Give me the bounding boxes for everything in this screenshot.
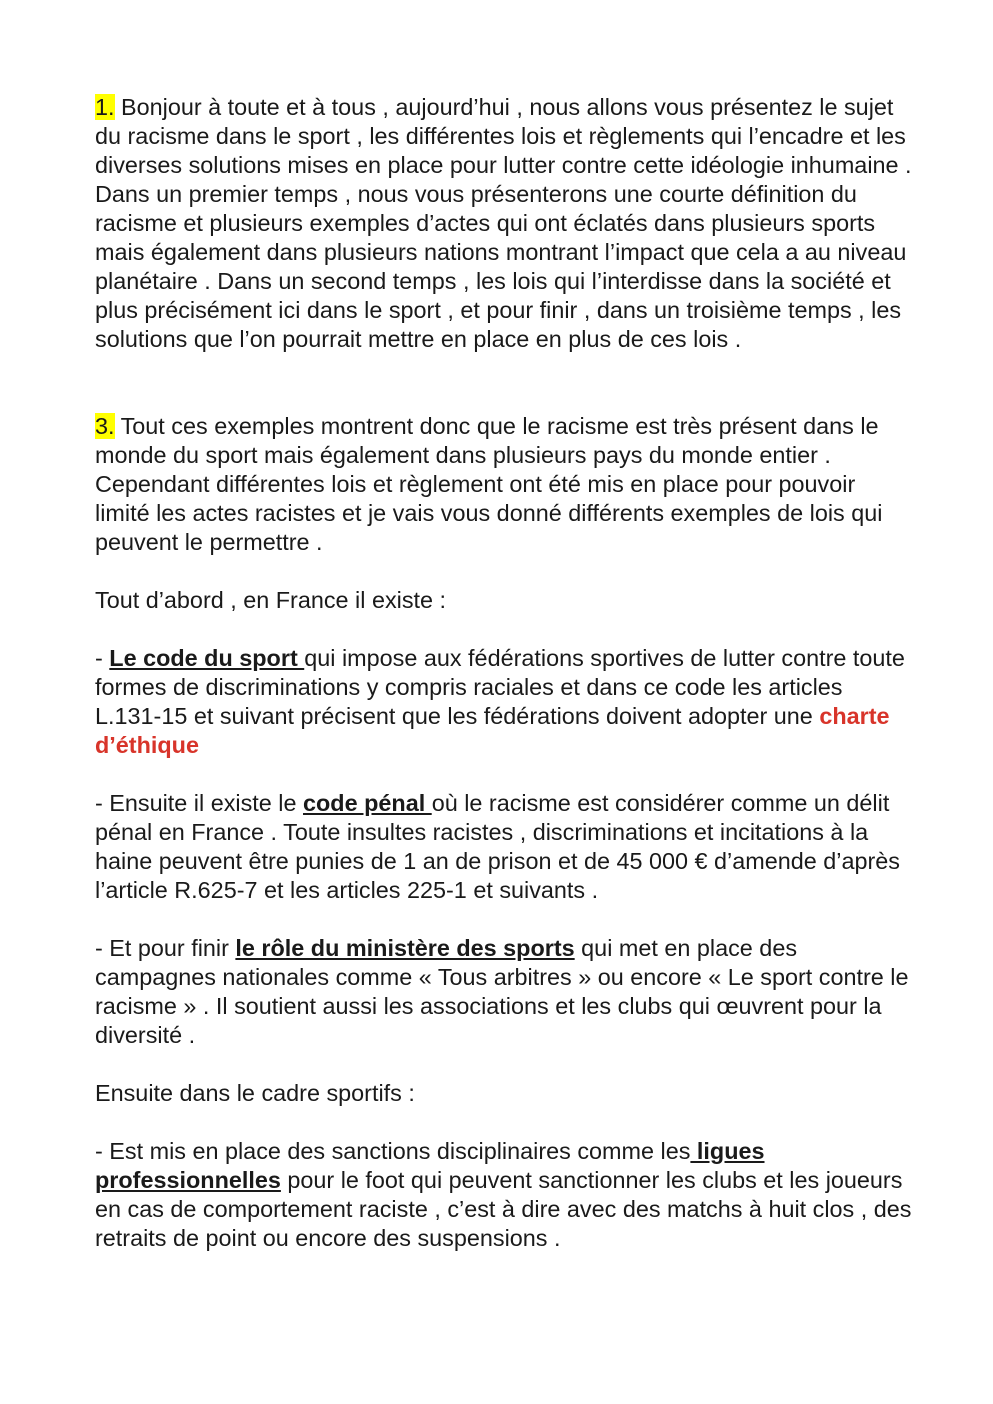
spacer [95,615,915,644]
section3-intro-text: Tout ces exemples montrent donc que le racisme est très présent dans le monde du sport mais également dans plusieurs pays du monde entier . Cependant différentes lois et règlement ont été mis en place pour pouvoir limité les actes racistes et je vais vous donné différents exemples de lois qui peuvent le permettre . [95,413,883,555]
spacer [95,760,915,789]
spacer [95,1050,915,1079]
section1-intro-text: Bonjour à toute et à tous , aujourd’hui , nous allons vous présentez le sujet du racisme dans le sport , les différentes lois et règlements qui l’encadre et les diverses solutions mises en place pour lutter contre cette idéologie inhumaine . [95,94,912,178]
law-item-code-penal [95,789,915,905]
law-item-ministere [95,934,915,1050]
item-text: où le racisme est considérer comme un délit pénal en France . Toute insultes racistes , discriminations et incitations à la haine peuvent être punies de 1 an de prison et de 45 000 € d’amende d’après l’article R.625-7 et les articles 225-1 et suivants . [95,790,900,903]
sport-heading: Ensuite dans le cadre sportifs : [95,1080,415,1106]
section3-number: 3. [95,413,115,439]
term-professionnelles: professionnelles [95,1167,281,1193]
term-ligues: ligues [690,1138,765,1164]
document-page [95,93,915,1253]
term-code-penal: code pénal [303,790,432,816]
term-code-du-sport: Le code du sport [109,645,305,671]
section1-plan: Dans un premier temps , nous vous présenterons une courte définition du racisme et plusieurs exemples d’actes qui ont éclatés dans plusieurs sports mais également dans plusieurs nations montrant l’impact que cela a au niveau planétaire . Dans un second temps , les lois qui l’interdisse dans la société et plus précisément ici dans le sport , et pour finir , dans un troisième temps , les solutions que l’on pourrait mettre en place en plus de ces lois . [95,181,907,352]
item-prefix: - Ensuite il existe le [95,790,304,816]
item-prefix: - Et pour finir [95,935,236,961]
item-text: qui met en place des campagnes nationales comme « Tous arbitres » ou encore « Le sport contre le racisme » . Il soutient aussi les associations et les clubs qui œuvrent pour la diversité . [95,935,909,1048]
section1-intro [95,93,915,180]
item-prefix: - [95,645,110,671]
spacer [95,354,915,412]
spacer [95,905,915,934]
section1-number: 1. [95,94,115,120]
item-prefix: - Est mis en place des sanctions disciplinaires comme les [95,1138,691,1164]
spacer [95,1108,915,1137]
law-item-code-du-sport [95,644,915,760]
law-item-ligues [95,1137,915,1253]
section3-intro [95,412,915,557]
term-charte-ethique: charte d’éthique [95,703,890,758]
item-text: qui impose aux fédérations sportives de lutter contre toute formes de discriminations y compris raciales et dans ce code les articles L.131-15 et suivant précisent que les fédérations doivent adopter une [95,645,905,729]
term-ministere-sports: le rôle du ministère des sports [235,935,575,961]
france-heading: Tout d’abord , en France il existe : [95,587,447,613]
spacer [95,557,915,586]
item-text: pour le foot qui peuvent sanctionner les clubs et les joueurs en cas de comportement raciste , c’est à dire avec des matchs à huit clos , des retraits de point ou encore des suspensions . [95,1167,912,1251]
